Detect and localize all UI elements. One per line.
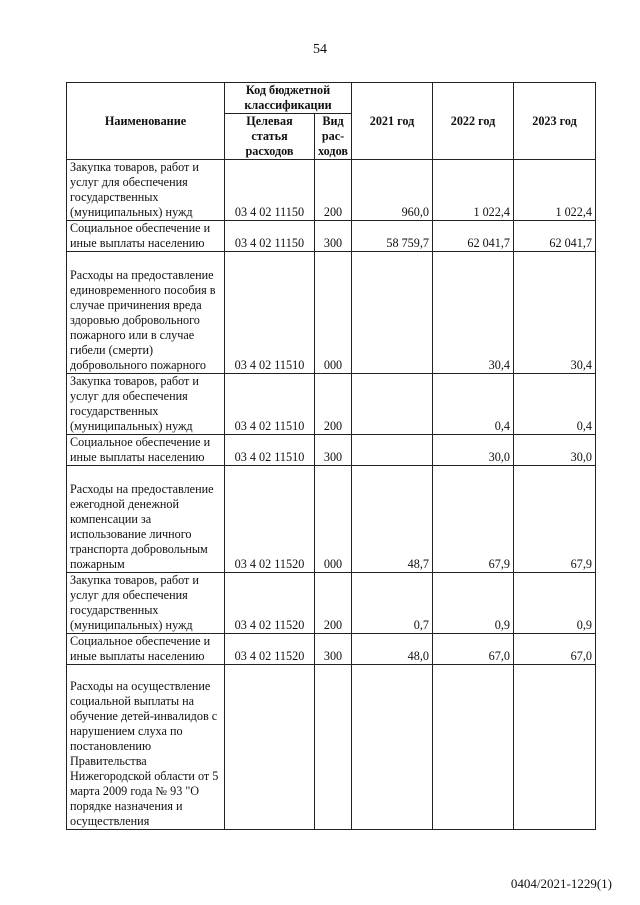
cell-code — [225, 665, 315, 830]
budget-table — [66, 82, 596, 830]
cell-name: Социальное обеспечение и иные выплаты населению — [67, 634, 225, 665]
cell-y2022: 62 041,7 — [433, 221, 514, 252]
cell-y2021: 0,7 — [352, 573, 433, 634]
cell-y2022: 30,4 — [433, 252, 514, 374]
cell-y2022: 1 022,4 — [433, 160, 514, 221]
cell-y2021 — [352, 665, 433, 830]
cell-y2021 — [352, 374, 433, 435]
cell-name: Расходы на предоставление ежегодной денежной компенсации за использование личного транспорта добровольным пожарным — [67, 466, 225, 573]
cell-y2022: 67,9 — [433, 466, 514, 573]
table-row — [67, 634, 596, 665]
cell-y2023: 62 041,7 — [514, 221, 596, 252]
cell-y2021: 58 759,7 — [352, 221, 433, 252]
header-year-2023: 2023 год — [514, 83, 596, 160]
cell-y2023 — [514, 665, 596, 830]
table-row — [67, 221, 596, 252]
cell-code: 03 4 02 11520 — [225, 573, 315, 634]
cell-type: 000 — [315, 466, 352, 573]
header-name: Наименование — [67, 83, 225, 160]
cell-type: 200 — [315, 374, 352, 435]
cell-y2023: 0,9 — [514, 573, 596, 634]
cell-type: 000 — [315, 252, 352, 374]
header-code-group: Код бюджетной классификации — [225, 83, 352, 114]
cell-type: 200 — [315, 573, 352, 634]
cell-type: 300 — [315, 435, 352, 466]
table-row — [67, 374, 596, 435]
cell-code: 03 4 02 11510 — [225, 252, 315, 374]
cell-type: 300 — [315, 221, 352, 252]
cell-code: 03 4 02 11520 — [225, 634, 315, 665]
cell-y2023: 0,4 — [514, 374, 596, 435]
cell-code: 03 4 02 11150 — [225, 221, 315, 252]
cell-y2022: 0,4 — [433, 374, 514, 435]
document-number: 0404/2021-1229(1) — [510, 876, 612, 891]
cell-y2022: 30,0 — [433, 435, 514, 466]
page-number: 54 — [313, 42, 327, 57]
cell-type — [315, 665, 352, 830]
cell-name: Закупка товаров, работ и услуг для обеспечения государственных (муниципальных) нужд — [67, 374, 225, 435]
cell-y2022 — [433, 665, 514, 830]
cell-name: Расходы на осуществление социальной выплаты на обучение детей-инвалидов с нарушением слуха по постановлению Правительства Нижегородской области от 5 марта 2009 года № 93 "О порядке назначения и осуществления — [67, 665, 225, 830]
cell-y2021 — [352, 252, 433, 374]
cell-y2022: 67,0 — [433, 634, 514, 665]
cell-y2022: 0,9 — [433, 573, 514, 634]
header-year-2022: 2022 год — [433, 83, 514, 160]
cell-y2023: 67,0 — [514, 634, 596, 665]
cell-code: 03 4 02 11510 — [225, 435, 315, 466]
table-row — [67, 573, 596, 634]
header-target-article: Целевая статья расходов — [225, 114, 315, 160]
cell-code: 03 4 02 11510 — [225, 374, 315, 435]
header-expense-type: Вид рас-ходов — [315, 114, 352, 160]
cell-name: Социальное обеспечение и иные выплаты населению — [67, 221, 225, 252]
table-row — [67, 665, 596, 830]
cell-y2021: 48,0 — [352, 634, 433, 665]
cell-name: Закупка товаров, работ и услуг для обеспечения государственных (муниципальных) нужд — [67, 573, 225, 634]
cell-y2023: 67,9 — [514, 466, 596, 573]
header-year-2021: 2021 год — [352, 83, 433, 160]
table-row — [67, 435, 596, 466]
cell-y2023: 30,4 — [514, 252, 596, 374]
cell-y2023: 1 022,4 — [514, 160, 596, 221]
cell-type: 200 — [315, 160, 352, 221]
cell-y2021: 48,7 — [352, 466, 433, 573]
cell-name: Расходы на предоставление единовременного пособия в случае причинения вреда здоровью добровольного пожарного или в случае гибели (смерти) добровольного пожарного — [67, 252, 225, 374]
table-row — [67, 252, 596, 374]
table-row — [67, 466, 596, 573]
cell-type: 300 — [315, 634, 352, 665]
cell-name: Социальное обеспечение и иные выплаты населению — [67, 435, 225, 466]
cell-y2021: 960,0 — [352, 160, 433, 221]
cell-y2021 — [352, 435, 433, 466]
table-row — [67, 160, 596, 221]
cell-y2023: 30,0 — [514, 435, 596, 466]
cell-code: 03 4 02 11150 — [225, 160, 315, 221]
cell-name: Закупка товаров, работ и услуг для обеспечения государственных (муниципальных) нужд — [67, 160, 225, 221]
cell-code: 03 4 02 11520 — [225, 466, 315, 573]
